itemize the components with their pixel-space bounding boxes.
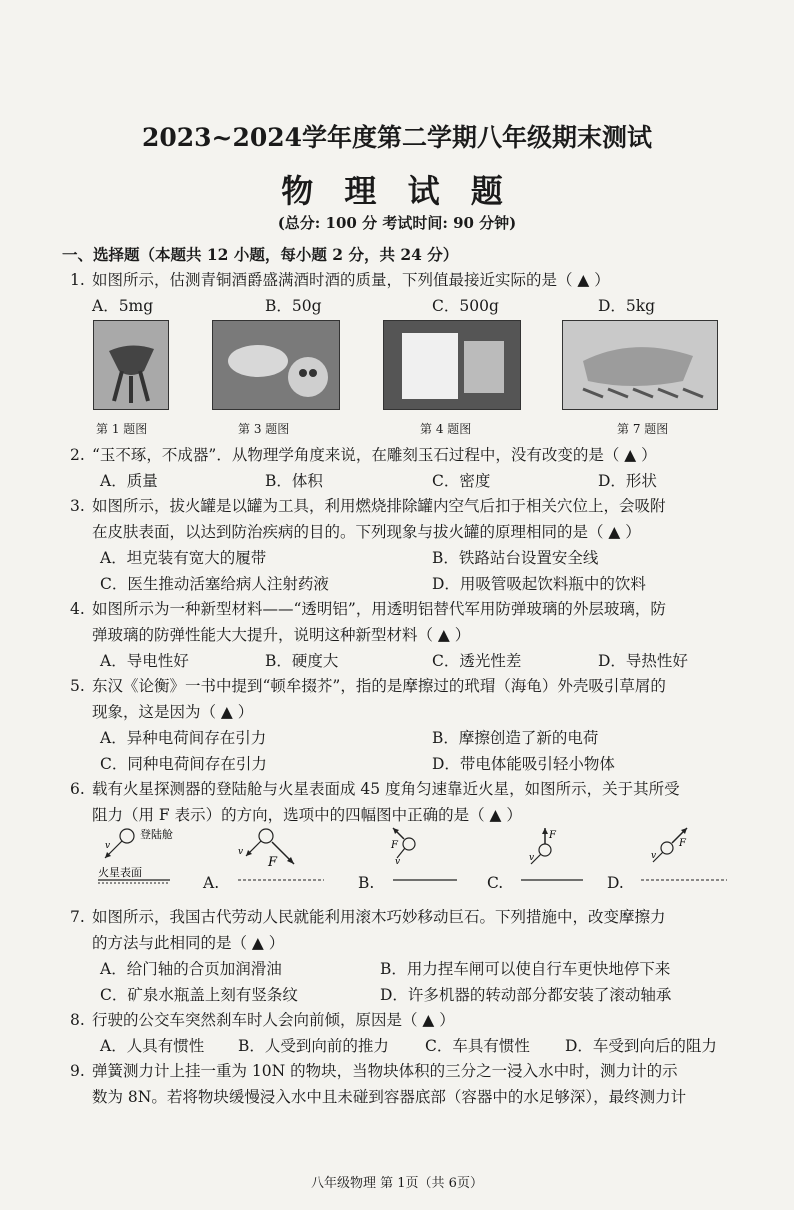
question-1: [70, 268, 610, 290]
q9-number: 9.: [70, 1062, 85, 1080]
velocity-label-lander: v: [105, 841, 111, 851]
q7-number: 7.: [70, 908, 85, 926]
q5-option-d: D．带电体能吸引轻小物体: [432, 755, 615, 773]
q6-diagram-a: [232, 826, 332, 886]
q4-number: 4.: [70, 600, 85, 618]
section-heading: 一、选择题（本题共 12 小题，每小题 2 分，共 24 分）: [62, 245, 459, 264]
force-label-c: F: [549, 830, 556, 841]
q8-option-c: C．车具有惯性: [425, 1037, 530, 1055]
caption-figure-1: 第 1 题图: [96, 422, 148, 436]
q7-option-a: A．给门轴的合页加润滑油: [100, 960, 282, 978]
q1-text: 如图所示，估测青铜酒爵盛满酒时酒的质量，下列值最接近实际的是（ ▲ ）: [92, 271, 610, 289]
q7-option-b: B．用力捏车闸可以使自行车更快地停下来: [380, 960, 671, 978]
q4-option-b: B．硬度大: [265, 652, 339, 670]
q5-text-2: 现象，这是因为（ ▲ ）: [92, 703, 254, 721]
q3-option-d: D．用吸管吸起饮料瓶中的饮料: [432, 575, 646, 593]
q5-option-a: A．异种电荷间存在引力: [100, 729, 267, 747]
q1-option-d: D．5kg: [598, 297, 656, 315]
question-6: [70, 777, 680, 799]
velocity-label-b: v: [395, 857, 401, 867]
q4-text-2: 弹玻璃的防弹性能大大提升，说明这种新型材料（ ▲ ）: [92, 626, 471, 644]
question-7: [70, 905, 666, 927]
q1-option-b: B．50g: [265, 297, 322, 315]
q5-number: 5.: [70, 677, 85, 695]
rolling-logs-photo: [562, 320, 718, 410]
exam-title: 2023~2024学年度第二学期八年级期末测试: [141, 123, 653, 152]
q4-text-1: 如图所示为一种新型材料——“透明铝”，用透明铝替代军用防弹玻璃的外层玻璃，防: [92, 600, 666, 618]
q1-number: 1.: [70, 271, 85, 289]
q6-number: 6.: [70, 780, 85, 798]
q4-option-a: A．导电性好: [100, 652, 189, 670]
q9-text-1: 弹簧测力计上挂一重为 10N 的物块，当物块体积的三分之一浸入水中时，测力计的示: [92, 1062, 678, 1080]
q5-option-b: B．摩擦创造了新的电荷: [432, 729, 599, 747]
q6-lander-diagram: [95, 826, 195, 886]
q8-text: 行驶的公交车突然刹车时人会向前倾，原因是（ ▲ ）: [92, 1011, 455, 1029]
page-footer: 八年级物理 第 1页（共 6页）: [311, 1176, 483, 1191]
mars-surface-label: 火星表面: [98, 867, 142, 879]
force-label-b: F: [391, 840, 398, 851]
q3-text-1: 如图所示，拔火罐是以罐为工具，利用燃烧排除罐内空气后扣于相关穴位上，会吸附: [92, 497, 666, 515]
cupping-photo: [212, 320, 340, 410]
q6-text-1: 载有火星探测器的登陆舱与火星表面成 45 度角匀速靠近火星，如图所示，关于其所受: [92, 780, 680, 798]
question-5: [70, 674, 666, 696]
q2-number: 2.: [70, 446, 85, 464]
caption-figure-7: 第 7 题图: [617, 422, 669, 436]
q2-option-c: C．密度: [432, 472, 491, 490]
question-8: [70, 1008, 455, 1030]
velocity-label-d: v: [651, 851, 657, 861]
q3-number: 3.: [70, 497, 85, 515]
q8-option-b: B．人受到向前的推力: [238, 1037, 389, 1055]
q8-option-a: A．人具有惯性: [100, 1037, 205, 1055]
lander-label: 登陆舱: [140, 829, 173, 841]
q6-option-d: D.: [607, 874, 624, 892]
q6-diagram-c: [515, 826, 595, 886]
q1-option-c: C．500g: [432, 297, 499, 315]
q7-option-d: D．许多机器的转动部分都安装了滚动轴承: [380, 986, 672, 1004]
q6-option-c: C.: [487, 874, 504, 892]
q4-option-d: D．导热性好: [598, 652, 688, 670]
q6-diagram-d: [635, 826, 735, 886]
transparent-aluminum-photo: [383, 320, 521, 410]
q8-option-d: D．车受到向后的阻力: [565, 1037, 717, 1055]
q7-text-1: 如图所示，我国古代劳动人民就能利用滚木巧妙移动巨石。下列措施中，改变摩擦力: [92, 908, 666, 926]
q3-text-2: 在皮肤表面，以达到防治疾病的目的。下列现象与拔火罐的原理相同的是（ ▲ ）: [92, 523, 641, 541]
q2-option-a: A．质量: [100, 472, 158, 490]
q3-option-b: B．铁路站台设置安全线: [432, 549, 599, 567]
question-4: [70, 597, 666, 619]
force-label-a: F: [268, 855, 278, 870]
velocity-label-c: v: [529, 853, 535, 863]
q6-diagram-b: [385, 826, 465, 886]
q6-option-a: A.: [203, 874, 220, 892]
velocity-label-a: v: [238, 847, 244, 857]
q6-option-b: B.: [358, 874, 375, 892]
q9-text-2: 数为 8N。若将物块缓慢浸入水中且未碰到容器底部（容器中的水足够深），最终测力计: [92, 1088, 687, 1106]
bronze-vessel-photo: [93, 320, 169, 410]
question-3: [70, 494, 666, 516]
q8-number: 8.: [70, 1011, 85, 1029]
exam-subtitle: 物 理 试 题: [281, 172, 513, 210]
exam-meta: (总分: 100 分 考试时间: 90 分钟): [277, 214, 517, 232]
q5-text-1: 东汉《论衡》一书中提到“顿牟掇芥”，指的是摩擦过的玳瑁（海龟）外壳吸引草屑的: [92, 677, 666, 695]
q7-option-c: C．矿泉水瓶盖上刻有竖条纹: [100, 986, 298, 1004]
question-2: [70, 443, 657, 465]
q7-text-2: 的方法与此相同的是（ ▲ ）: [92, 934, 285, 952]
q3-option-a: A．坦克装有宽大的履带: [100, 549, 267, 567]
q6-text-2: 阻力（用 F 表示）的方向，选项中的四幅图中正确的是（ ▲ ）: [92, 806, 522, 824]
caption-figure-3: 第 3 题图: [238, 422, 290, 436]
caption-figure-4: 第 4 题图: [420, 422, 472, 436]
q2-option-b: B．体积: [265, 472, 323, 490]
q5-option-c: C．同种电荷间存在引力: [100, 755, 267, 773]
q3-option-c: C．医生推动活塞给病人注射药液: [100, 575, 329, 593]
force-label-d: F: [679, 838, 686, 849]
question-9: [70, 1059, 678, 1081]
q4-option-c: C．透光性差: [432, 652, 522, 670]
q1-option-a: A．5mg: [92, 297, 154, 315]
q2-text: “玉不琢，不成器”．从物理学角度来说，在雕刻玉石过程中，没有改变的是（ ▲ ）: [92, 446, 657, 464]
q2-option-d: D．形状: [598, 472, 657, 490]
